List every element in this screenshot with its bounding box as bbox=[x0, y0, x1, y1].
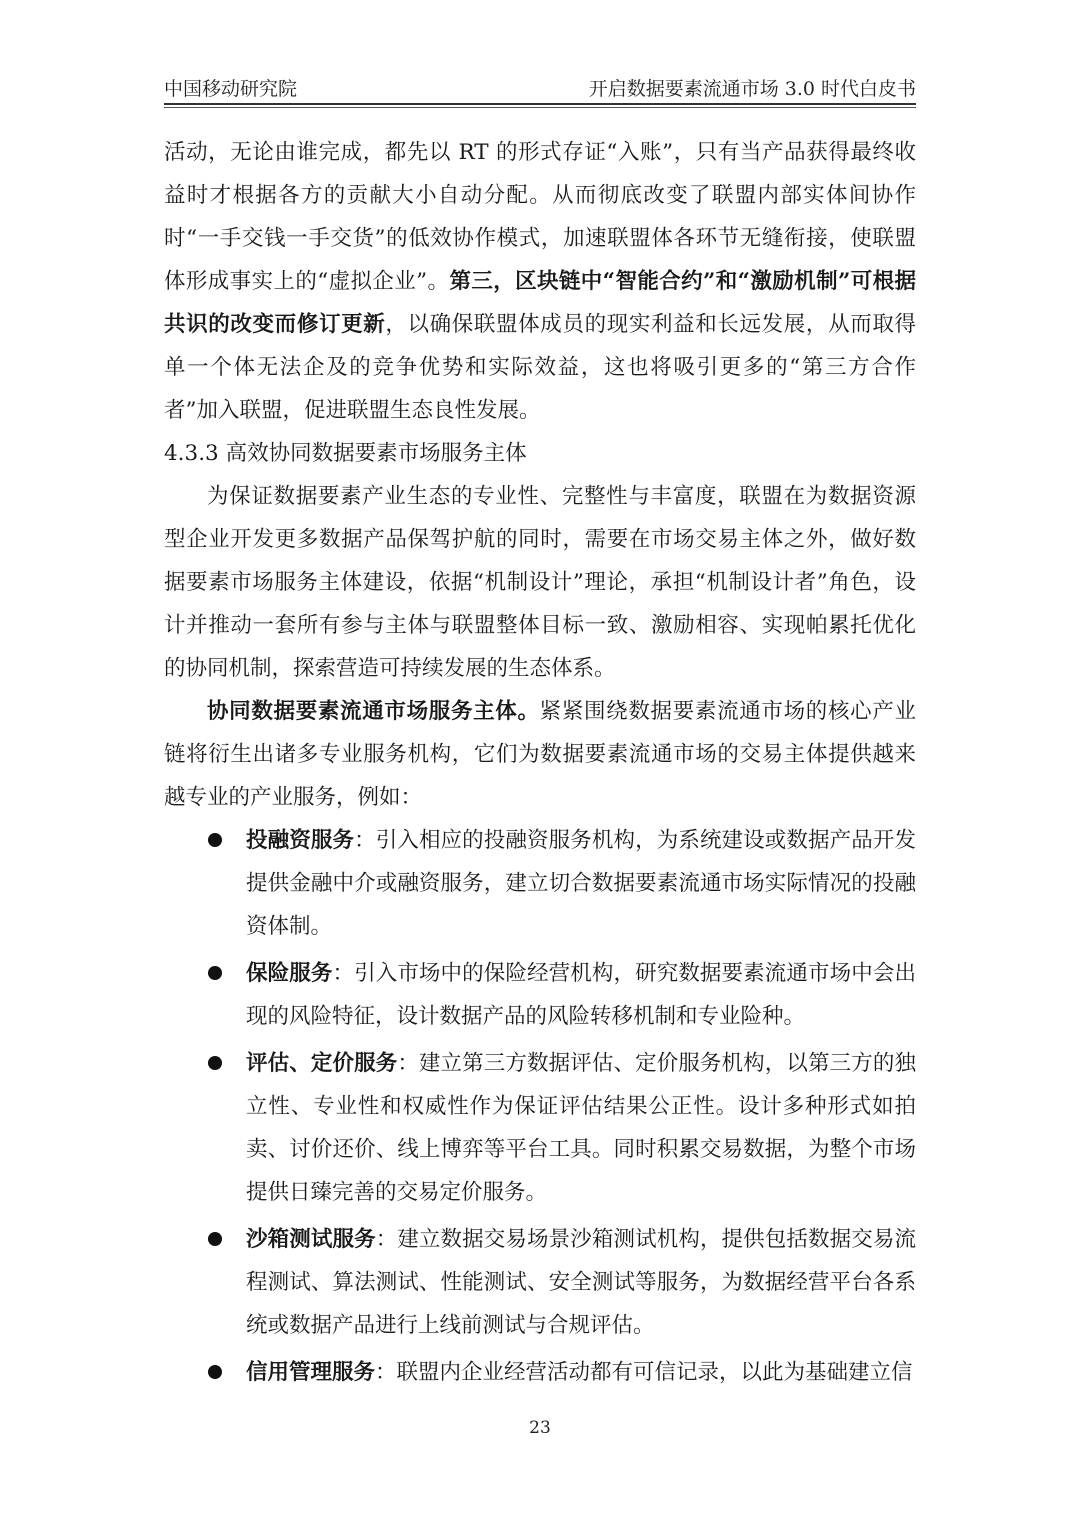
paragraph-text: 紧紧围绕数据要素流通市场的核心产业链将衍生出诸多专业服务机构，它们为数据要素流通市场的交易主体提供越来越专业的产业服务，例如： bbox=[164, 699, 916, 810]
paragraph-ecosystem: 为保证数据要素产业生态的专业性、完整性与丰富度，联盟在为数据资源型企业开发更多数据产品保驾护航的同时，需要在市场交易主体之外，做好数据要素市场服务主体建设，依据“机制设计”理论，承担“机制设计者”角色，设计并推动一套所有参与主体与联盟整体目标一致、激励相容、实现帕累托优化的协同机制，探索营造可持续发展的生态体系。 bbox=[164, 484, 916, 681]
list-item-title: 沙箱测试服务 bbox=[246, 1227, 376, 1252]
bullet-icon bbox=[208, 833, 222, 847]
paragraph-continuation bbox=[164, 131, 916, 432]
bullet-icon bbox=[208, 1056, 222, 1070]
header-rule-thick bbox=[164, 103, 916, 105]
header-document-title: 开启数据要素流通市场 3.0 时代白皮书 bbox=[588, 78, 916, 100]
header-organization: 中国移动研究院 bbox=[164, 78, 298, 100]
bullet-icon bbox=[208, 1232, 222, 1246]
paragraph-bold-text: 第三，区块链中“智能合约”和“激励机制”可根据共识的改变而修订更新 bbox=[164, 269, 916, 337]
list-item-text: ：联盟内企业经营活动都有可信记录，以此为基础建立信 bbox=[375, 1360, 913, 1385]
list-item-title: 投融资服务 bbox=[246, 828, 355, 853]
bullet-icon bbox=[208, 1365, 222, 1379]
list-item-text: ：建立第三方数据评估、定价服务机构，以第三方的独立性、专业性和权威性作为保证评估结果公正性。设计多种形式如拍卖、讨价还价、线上博弈等平台工具。同时积累交易数据，为整个市场提供日臻完善的交易定价服务。 bbox=[246, 1051, 916, 1205]
page-number: 23 bbox=[529, 1418, 551, 1438]
services-list bbox=[164, 819, 916, 1394]
list-item-title: 保险服务 bbox=[246, 961, 333, 986]
section-heading bbox=[164, 432, 916, 475]
list-item-text: ：引入市场中的保险经营机构，研究数据要素流通市场中会出现的风险特征，设计数据产品的风险转移机制和专业险种。 bbox=[246, 961, 916, 1029]
list-item-text: ：建立数据交易场景沙箱测试机构，提供包括数据交易流程测试、算法测试、性能测试、安全测试等服务，为数据经营平台各系统或数据产品进行上线前测试与合规评估。 bbox=[246, 1227, 916, 1338]
paragraph-text: ，以确保联盟体成员的现实利益和长远发展，从而取得单一个体无法企及的竞争优势和实际效益，这也将吸引更多的“第三方合作者”加入联盟，促进联盟生态良性发展。 bbox=[164, 312, 916, 423]
list-item bbox=[164, 1042, 916, 1214]
section-title: 高效协同数据要素市场服务主体 bbox=[225, 441, 527, 466]
list-item bbox=[164, 819, 916, 948]
list-item-title: 评估、定价服务 bbox=[246, 1051, 398, 1076]
paragraph-bold-lead: 协同数据要素流通市场服务主体。 bbox=[207, 699, 540, 724]
paragraph-service-entities bbox=[164, 690, 916, 819]
list-item bbox=[164, 1218, 916, 1347]
list-item bbox=[164, 952, 916, 1038]
list-item-text: ：引入相应的投融资服务机构，为系统建设或数据产品开发提供金融中介或融资服务，建立切合数据要素流通市场实际情况的投融资体制。 bbox=[246, 828, 916, 939]
paragraph-text: 活动，无论由谁完成，都先以 RT 的形式存证“入账”，只有当产品获得最终收益时才根据各方的贡献大小自动分配。从而彻底改变了联盟内部实体间协作时“一手交钱一手交货”的低效协作模式，加速联盟体各环节无缝衔接，使联盟体形成事实上的“虚拟企业”。 bbox=[164, 140, 916, 294]
section-number: 4.3.3 bbox=[164, 441, 219, 466]
list-item bbox=[164, 1351, 916, 1394]
list-item-title: 信用管理服务 bbox=[246, 1360, 376, 1385]
header-rule-thin bbox=[164, 107, 916, 108]
bullet-icon bbox=[208, 966, 222, 980]
page-header bbox=[164, 76, 916, 102]
page-body bbox=[164, 131, 916, 1398]
